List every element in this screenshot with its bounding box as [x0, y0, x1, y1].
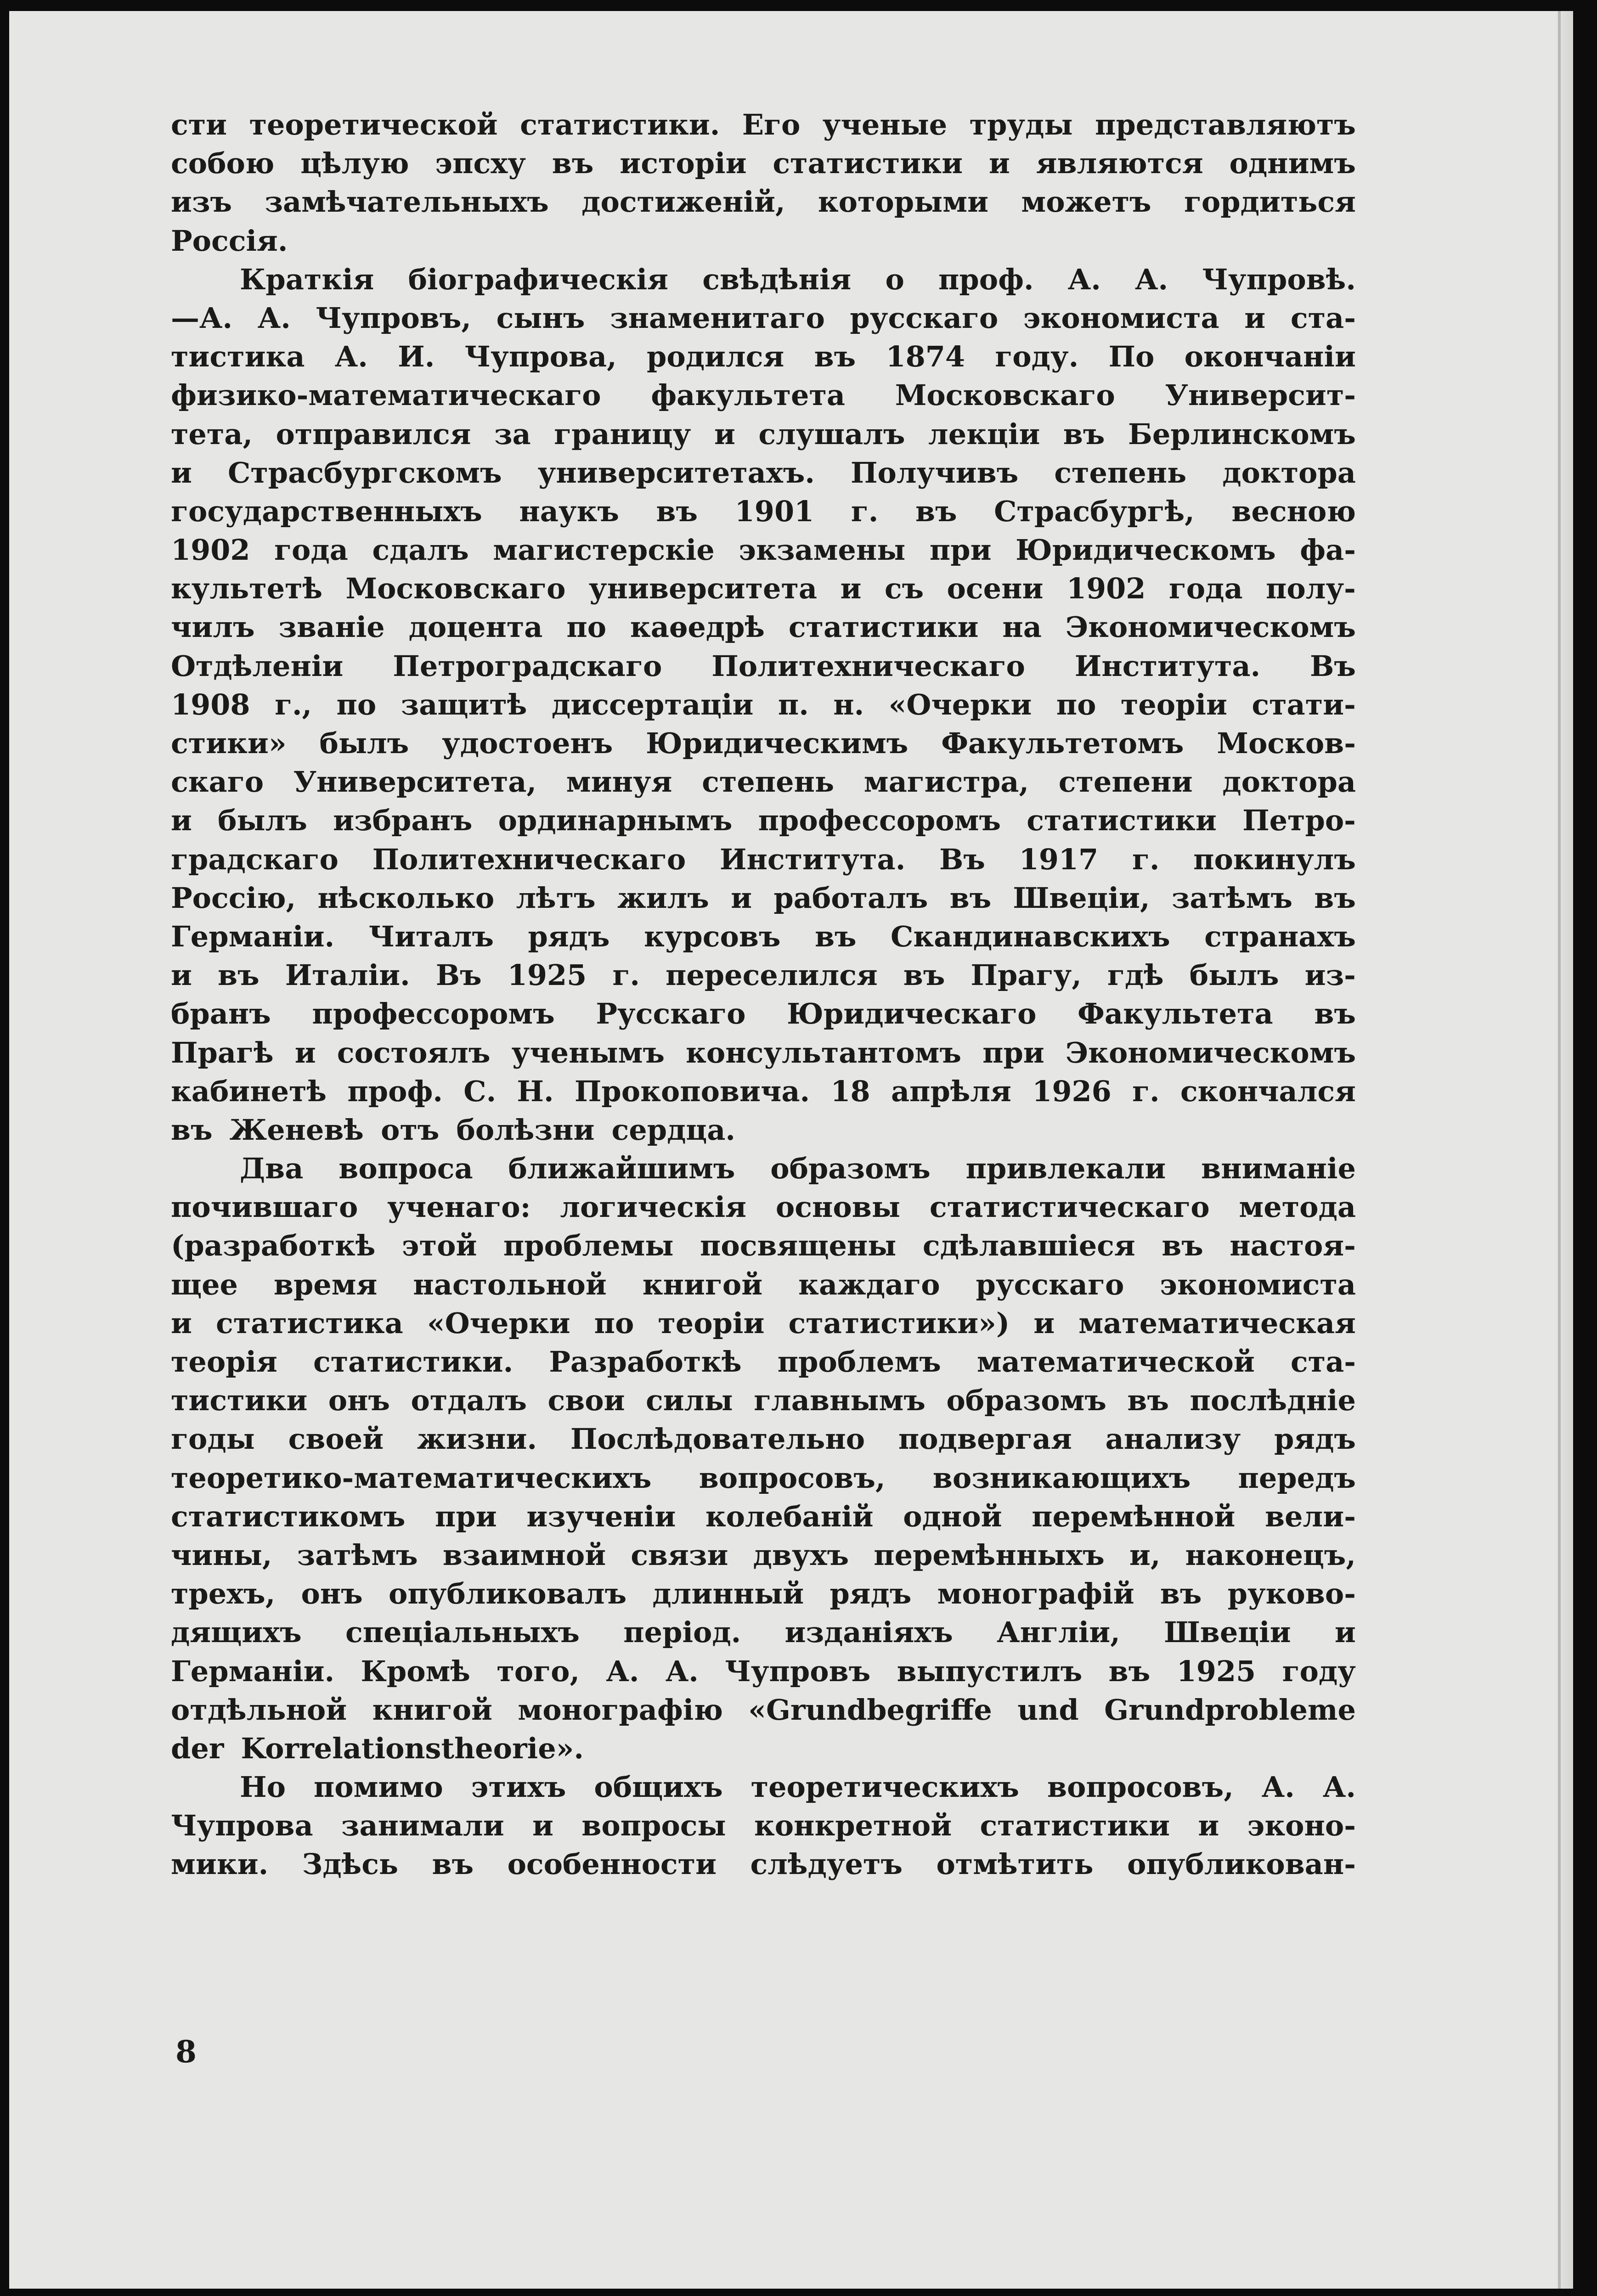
- text-line: Германіи. Читалъ рядъ курсовъ въ Скандинавскихъ странахъ: [171, 919, 1356, 953]
- text-line: Два вопроса ближайшимъ образомъ привлекали вниманіе: [240, 1152, 1356, 1186]
- text-line: отдѣльной книгой монографію «Grundbegriffe und Grundprobleme: [171, 1693, 1356, 1727]
- text-line: Краткія біографическія свѣдѣнія о проф. А. А. Чупровѣ.: [240, 262, 1356, 296]
- text-line: der Korrelationstheorie».: [171, 1731, 584, 1765]
- text-line: 1902 года сдалъ магистерскіе экзамены при Юридическомъ фа-: [171, 533, 1356, 567]
- text-line: въ Женевѣ отъ болѣзни сердца.: [171, 1113, 735, 1147]
- text-line: культетѣ Московскаго университета и съ осени 1902 года полу-: [171, 572, 1356, 606]
- text-line: трехъ, онъ опубликовалъ длинный рядъ монографій въ руково-: [171, 1577, 1356, 1611]
- text-line: Прагѣ и состоялъ ученымъ консультантомъ при Экономическомъ: [171, 1035, 1356, 1069]
- text-line: бранъ профессоромъ Русскаго Юридическаго Факультета въ: [171, 997, 1356, 1031]
- text-line: кабинетѣ проф. С. Н. Прокоповича. 18 апрѣля 1926 г. скончался: [171, 1074, 1356, 1108]
- page-shadow: [1555, 11, 1573, 2289]
- text-line: Но помимо этихъ общихъ теоретическихъ вопросовъ, А. А.: [240, 1770, 1356, 1804]
- text-line: чилъ званіе доцента по каѳедрѣ статистики на Экономическомъ: [171, 610, 1356, 644]
- text-line: теоретико-математическихъ вопросовъ, возникающихъ передъ: [171, 1461, 1356, 1495]
- text-line: дящихъ спеціальныхъ період. изданіяхъ Англіи, Швеціи и: [171, 1615, 1356, 1649]
- page-number: 8: [175, 2034, 197, 2070]
- text-line: стики» былъ удостоенъ Юридическимъ Факультетомъ Москов-: [171, 726, 1356, 760]
- text-line: градскаго Политехническаго Института. Въ 1917 г. покинулъ: [171, 842, 1356, 876]
- text-line: Россія.: [171, 224, 288, 258]
- text-line: тета, отправился за границу и слушалъ лекціи въ Берлинскомъ: [171, 417, 1356, 451]
- text-line: Чупрова занимали и вопросы конкретной статистики и эконо-: [171, 1809, 1356, 1843]
- text-line: государственныхъ наукъ въ 1901 г. въ Страсбургѣ, весною: [171, 494, 1356, 528]
- text-line: сти теоретической статистики. Его ученые труды представляютъ: [171, 108, 1356, 141]
- text-line: мики. Здѣсь въ особенности слѣдуетъ отмѣтить опубликован-: [171, 1847, 1356, 1881]
- text-line: чины, затѣмъ взаимной связи двухъ перемѣнныхъ и, наконецъ,: [171, 1538, 1356, 1572]
- text-line: почившаго ученаго: логическія основы статистическаго метода: [171, 1190, 1356, 1224]
- text-line: (разработкѣ этой проблемы посвящены сдѣлавшіеся въ настоя-: [171, 1229, 1356, 1263]
- book-page: [9, 11, 1573, 2289]
- text-line: скаго Университета, минуя степень магистра, степени доктора: [171, 765, 1356, 799]
- text-line: Германіи. Кромѣ того, А. А. Чупровъ выпустилъ въ 1925 году: [171, 1654, 1356, 1688]
- text-line: статистикомъ при изученіи колебаній одной перемѣнной вели-: [171, 1499, 1356, 1533]
- text-line: физико-математическаго факультета Московскаго Университ-: [171, 378, 1356, 412]
- text-line: —А. А. Чупровъ, сынъ знаменитаго русскаго экономиста и ста-: [171, 301, 1356, 335]
- text-line: и былъ избранъ ординарнымъ профессоромъ статистики Петро-: [171, 804, 1356, 838]
- text-line: годы своей жизни. Послѣдовательно подвергая анализу рядъ: [171, 1422, 1356, 1456]
- text-line: 1908 г., по защитѣ диссертаціи п. н. «Очерки по теоріи стати-: [171, 687, 1356, 721]
- text-line: и статистика «Очерки по теоріи статистики») и математическая: [171, 1306, 1356, 1340]
- text-line: и въ Италіи. Въ 1925 г. переселился въ Прагу, гдѣ былъ из-: [171, 958, 1356, 992]
- text-line: щее время настольной книгой каждаго русскаго экономиста: [171, 1267, 1356, 1301]
- text-line: Россію, нѣсколько лѣтъ жилъ и работалъ въ Швеціи, затѣмъ въ: [171, 881, 1356, 915]
- text-line: теорія статистики. Разработкѣ проблемъ математической ста-: [171, 1345, 1356, 1379]
- text-line: собою цѣлую эпсху въ исторіи статистики и являются однимъ: [171, 146, 1356, 180]
- text-line: тистика А. И. Чупрова, родился въ 1874 году. По окончаніи: [171, 340, 1356, 374]
- text-line: Отдѣленіи Петроградскаго Политехническаго Института. Въ: [171, 649, 1356, 683]
- text-line: и Страсбургскомъ университетахъ. Получивъ степень доктора: [171, 456, 1356, 490]
- text-line: изъ замѣчательныхъ достиженій, которыми можетъ гордиться: [171, 185, 1356, 219]
- text-line: тистики онъ отдалъ свои силы главнымъ образомъ въ послѣдніе: [171, 1384, 1356, 1418]
- body-text: [171, 106, 1356, 1884]
